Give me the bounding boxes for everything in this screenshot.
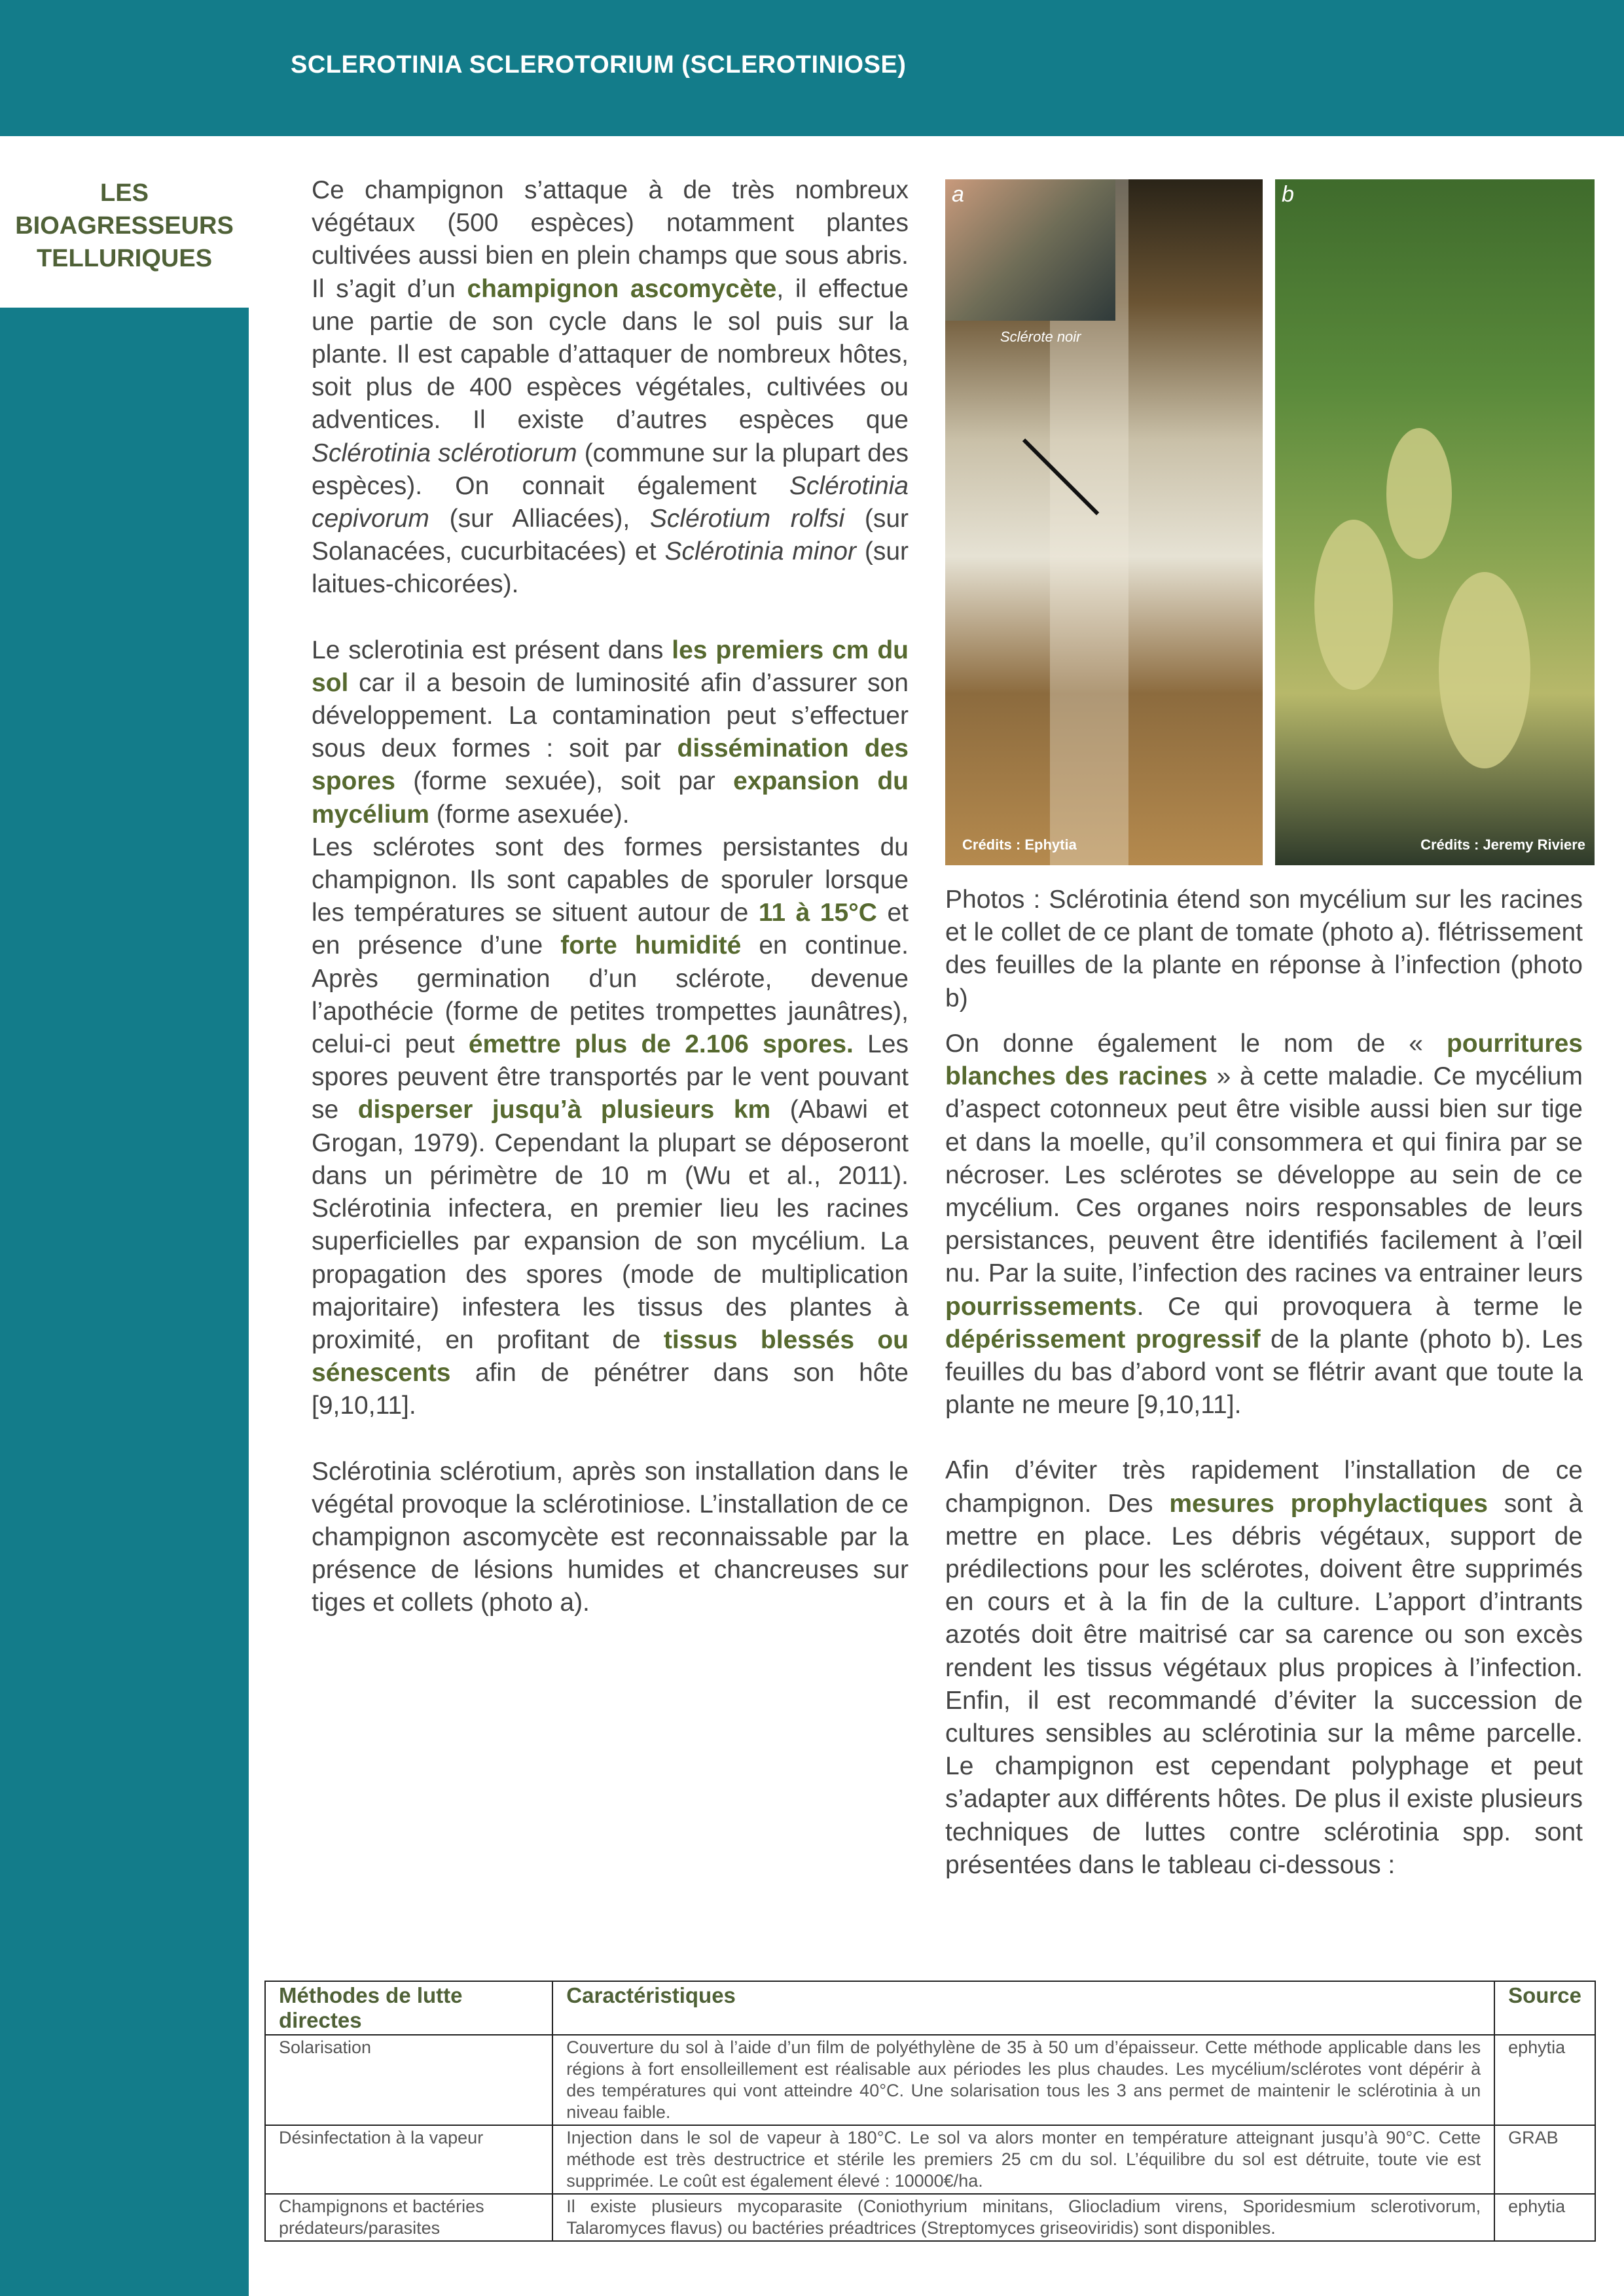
- source-cell: GRAB: [1494, 2125, 1595, 2194]
- photo-credit: Crédits : Jeremy Riviere: [1420, 836, 1585, 853]
- column-header: Méthodes de lutte directes: [265, 1981, 552, 2035]
- table-header-row: [265, 1981, 1595, 2035]
- sidebar-band: [0, 136, 249, 2296]
- section-label-box: [0, 136, 249, 308]
- paragraph: Afin d’éviter très rapidement l’installation de ce champignon. Des mesures prophylactiques sont à mettre en place. Les débris végétaux, support de prédilections pour les sclérotes, doivent être supprimés en cours et à la fin de la culture. L’apport d’intrants azotés doit être maitrisé car sa carence ou son excès rendent les tissus végétaux plus propices à l’infection. Enfin, il est recommandé d’éviter la succession de cultures sensibles au sclérotinia sur la même parcelle. Le champignon est cependant polyphage et peut s’adapter aux différents hôtes. De plus il existe plusieurs techniques de luttes contre sclérotinia spp. sont présentées dans le tableau ci-dessous :: [945, 1456, 1583, 1879]
- photo-credit: Crédits : Ephytia: [962, 836, 1077, 853]
- column-header: Caractéristiques: [552, 1981, 1494, 2035]
- table-row: [265, 2194, 1595, 2241]
- control-methods-table: [264, 1981, 1596, 2242]
- characteristics-cell: Couverture du sol à l’aide d’un film de polyéthylène de 35 à 50 um d’épaisseur. Cette méthode applicable dans les régions à fort ensolleillement est réalisable aux périodes les plus chaudes. Les mycélium/sclérotes vont dépérir à des températures qui vont atteindre 40°C. Une solarisation tous les 3 ans permet de maintenir le sclérotinia à un niveau faible.: [552, 2035, 1494, 2125]
- characteristics-cell: Il existe plusieurs mycoparasite (Coniothyrium minitans, Gliocladium virens, Sporidesmium sclerotivorum, Talaromyces flavus) ou bactéries préadtrices (Streptomyces griseoviridis) sont disponibles.: [552, 2194, 1494, 2241]
- inset-label: Sclérote noir: [1000, 329, 1081, 345]
- table-row: [265, 2035, 1595, 2125]
- paragraph: Le sclerotinia est présent dans les premiers cm du sol car il a besoin de luminosité afin d’assurer son développement. La contamination peut s’effectuer sous deux formes : soit par dissémination des spores (forme sexuée), soit par expansion du mycélium (forme asexuée).: [312, 636, 909, 829]
- header-bar: [0, 0, 1624, 136]
- section-label: LES BIOAGRESSEURS TELLURIQUES: [15, 179, 234, 272]
- leaf-shape: [1386, 428, 1452, 559]
- sclerote-inset-photo: [945, 179, 1115, 321]
- source-cell: ephytia: [1494, 2035, 1595, 2125]
- photo-caption: Photos : Sclérotinia étend son mycélium sur les racines et le collet de ce plant de tomate (photo a). flétrissement des feuilles de la plante en réponse à l’infection (photo b): [945, 886, 1583, 1013]
- paragraph: Sclérotinia sclérotium, après son installation dans le végétal provoque la sclérotiniose. L’installation de ce champignon ascomycète est reconnaissable par la présence de lésions humides et chancreuses sur tiges et collets (photo a).: [312, 1457, 909, 1617]
- photo-letter: b: [1282, 182, 1294, 207]
- leaf-shape: [1439, 572, 1530, 768]
- paragraph: On donne également le nom de « pourritures blanches des racines » à cette maladie. Ce mycélium d’aspect cotonneux peut être visible aussi bien sur tige et dans la moelle, qu’il consommera et qui finira par se nécroser. Les sclérotes se développe au sein de ce mycélium. Ces organes noirs responsables de leurs persistances, peuvent être identifiés facilement à l’œil nu. Par la suite, l’infection des racines va entrainer leurs pourrissements. Ce qui provoquera à terme le dépérissement progressif de la plante (photo b). Les feuilles du bas d’abord vont se flétrir avant que toute la plante ne meure [9,10,11].: [945, 1030, 1583, 1420]
- method-cell: Solarisation: [265, 2035, 552, 2125]
- photo-letter: a: [952, 182, 964, 207]
- table-row: [265, 2125, 1595, 2194]
- characteristics-cell: Injection dans le sol de vapeur à 180°C. Le sol va alors monter en température atteignant jusqu’à 90°C. Cette méthode est très destructrice et stérile les premiers 25 cm du sol. L’équilibre du sol est détruite, toute vie est supprimée. Le coût est également élevé : 10000€/ha.: [552, 2125, 1494, 2194]
- leaf-shape: [1314, 520, 1393, 690]
- method-cell: Désinfectation à la vapeur: [265, 2125, 552, 2194]
- paragraph: Les sclérotes sont des formes persistantes du champignon. Ils sont capables de sporuler lorsque les températures se situent autour de 11 à 15°C et en présence d’une forte humidité en continue. Après germination d’un sclérote, devenue l’apothécie (forme de petites trompettes jaunâtres), celui-ci peut émettre plus de 2.106 spores. Les spores peuvent être transportés par le vent pouvant se disperser jusqu’à plusieurs km (Abawi et Grogan, 1979). Cependant la plupart se déposeront dans un périmètre de 10 m (Wu et al., 2011). Sclérotinia infectera, en premier lieu les racines superficielles par expansion de son mycélium. La propagation des spores (mode de multiplication majoritaire) infestera les tissus des plantes à proximité, en profitant de tissus blessés ou sénescents afin de pénétrer dans son hôte [9,10,11].: [312, 833, 909, 1420]
- source-cell: ephytia: [1494, 2194, 1595, 2241]
- paragraph: Ce champignon s’attaque à de très nombreux végétaux (500 espèces) notamment plantes cultivées aussi bien en plein champs que sous abris. Il s’agit d’un champignon ascomycète, il effectue une partie de son cycle dans le sol puis sur la plante. Il est capable d’attaquer de nombreux hôtes, soit plus de 400 espèces végétales, cultivées ou adventices. Il existe d’autres espèces que Sclérotinia sclérotiorum (commune sur la plupart des espèces). On connait également Sclérotinia cepivorum (sur Alliacées), Sclérotium rolfsi (sur Solanacées, cucurbitacées) et Sclérotinia minor (sur laitues-chicorées).: [312, 176, 909, 599]
- column-header: Source: [1494, 1981, 1595, 2035]
- photo-wilted-plant: [1275, 179, 1595, 865]
- right-column: [945, 1028, 1583, 1882]
- photo-tomato-collar: [945, 179, 1263, 865]
- left-column: [312, 174, 909, 1620]
- method-cell: Champignons et bactéries prédateurs/parasites: [265, 2194, 552, 2241]
- page-title: SCLEROTINIA SCLEROTORIUM (SCLEROTINIOSE): [291, 51, 907, 79]
